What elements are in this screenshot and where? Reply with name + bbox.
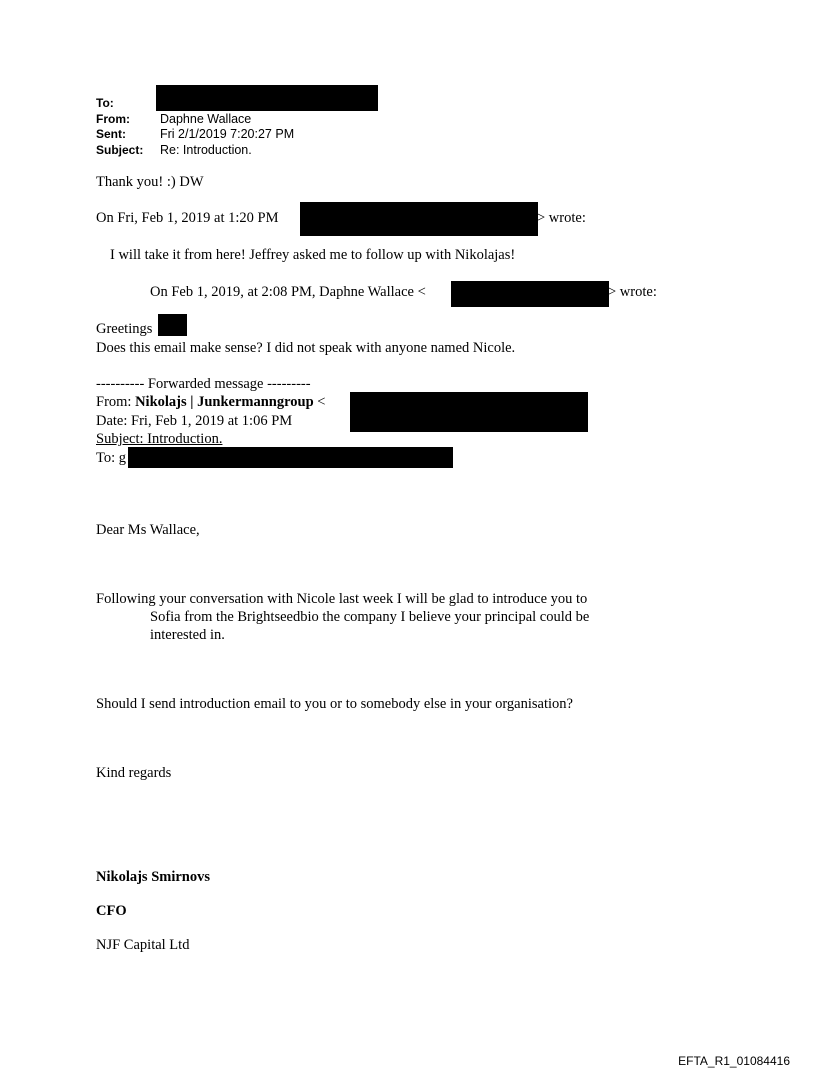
quote2-prefix: On Feb 1, 2019, at 2:08 PM, Daphne Wallace < <box>150 284 426 300</box>
quote1-suffix: > wrote: <box>537 210 586 226</box>
document-id: EFTA_R1_01084416 <box>678 1054 790 1068</box>
forward-from <box>96 394 325 411</box>
forward-date: Date: Fri, Feb 1, 2019 at 1:06 PM <box>96 413 293 429</box>
signature-company: NJF Capital Ltd <box>96 937 190 953</box>
redaction-box <box>350 392 588 432</box>
redaction-box <box>158 314 187 336</box>
subject-value: Re: Introduction. <box>160 143 252 157</box>
forward-from-label: From: <box>96 394 136 410</box>
quote1-body: I will take it from here! Jeffrey asked me to follow up with Nikolajas! <box>110 247 516 263</box>
closing: Kind regards <box>96 765 172 781</box>
redaction-box <box>451 281 609 307</box>
from-value: Daphne Wallace <box>160 112 252 126</box>
signature-title: CFO <box>96 903 127 919</box>
subject-label: Subject: <box>96 143 144 157</box>
salutation: Dear Ms Wallace, <box>96 522 200 538</box>
from-label: From: <box>96 112 130 126</box>
forward-to <box>96 450 126 467</box>
forward-from-name: Nikolajs | Junkermanngroup <box>135 394 314 410</box>
to-label: To: <box>96 96 114 110</box>
forward-to-label: To: <box>96 450 119 466</box>
forward-to-partial: g <box>118 450 126 466</box>
signature-name: Nikolajs Smirnovs <box>96 869 211 885</box>
para1-line2: Sofia from the Brightseedbio the company I believe your principal could be <box>150 609 590 625</box>
para1-line3: interested in. <box>150 627 225 643</box>
forward-subject: Subject: Introduction. <box>96 431 223 447</box>
sent-label: Sent: <box>96 127 126 141</box>
redaction-box <box>300 202 538 236</box>
question: Does this email make sense? I did not speak with anyone named Nicole. <box>96 340 516 356</box>
para2: Should I send introduction email to you or to somebody else in your organisation? <box>96 696 573 712</box>
reply-thanks: Thank you! :) DW <box>96 174 204 190</box>
forward-separator: ---------- Forwarded message --------- <box>96 376 311 392</box>
quote2-suffix: > wrote: <box>608 284 657 300</box>
sent-value: Fri 2/1/2019 7:20:27 PM <box>160 127 295 141</box>
para1-line1: Following your conversation with Nicole last week I will be glad to introduce you to <box>96 591 588 607</box>
redaction-box <box>156 85 378 111</box>
forward-from-suffix: < <box>313 394 326 410</box>
redaction-box <box>128 447 453 468</box>
quote1-prefix: On Fri, Feb 1, 2019 at 1:20 PM <box>96 210 279 226</box>
greeting: Greetings <box>96 321 153 337</box>
